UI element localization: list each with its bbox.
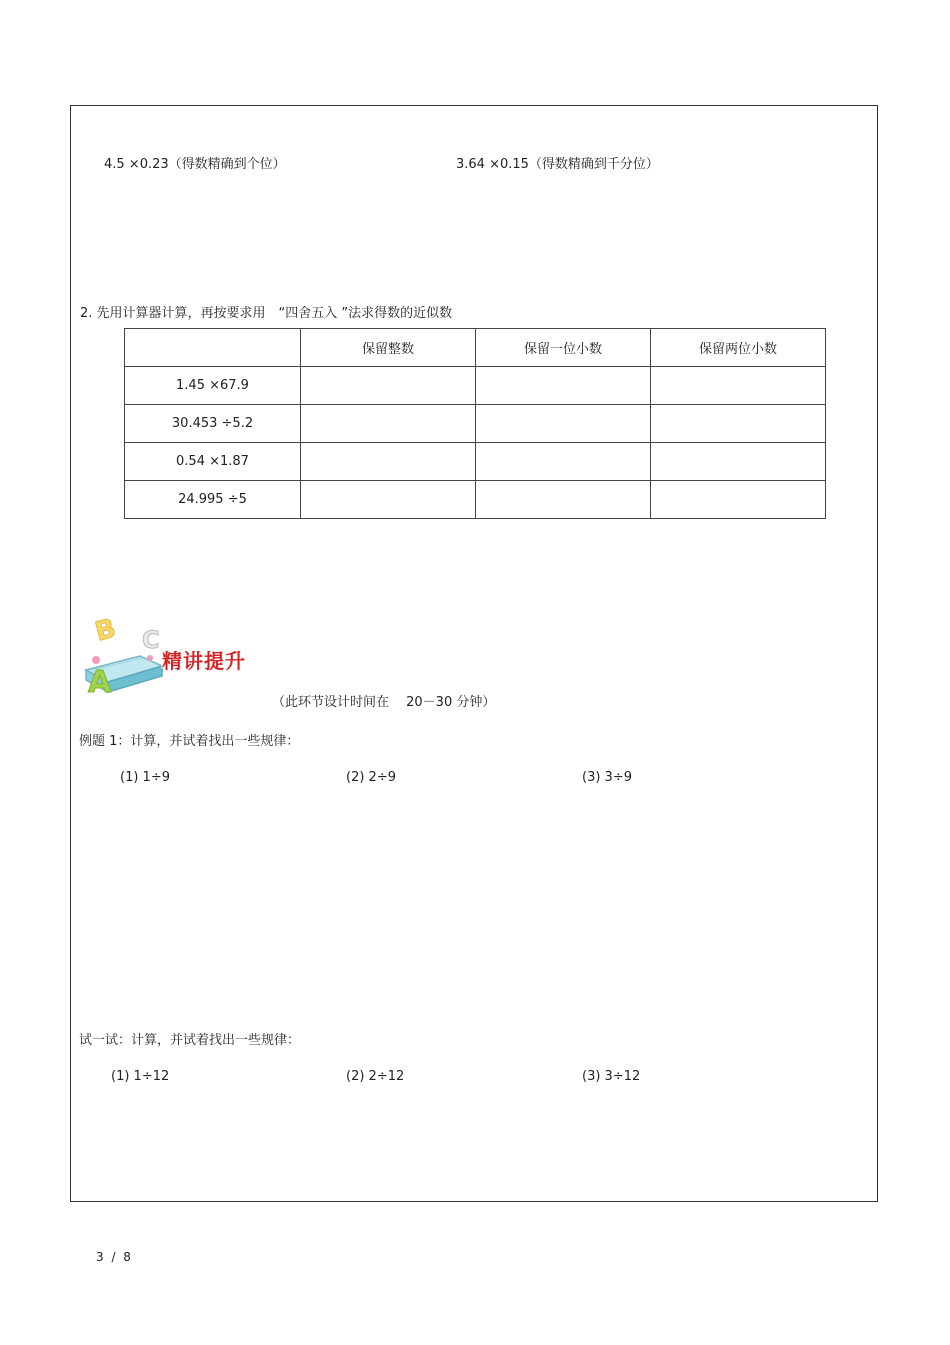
- tryit-title: 试一试：计算，并试着找出一些规律：: [79, 1033, 301, 1048]
- letter-c-glyph: C: [142, 626, 160, 654]
- table-cell-answer[interactable]: [476, 481, 651, 519]
- table-cell-answer[interactable]: [301, 367, 476, 405]
- table-header-cell: 保留一位小数: [476, 329, 651, 367]
- table-cell-answer[interactable]: [301, 405, 476, 443]
- table-header-row: [125, 329, 826, 367]
- example1-item: (2) 2÷9: [346, 770, 396, 785]
- tryit-item: (2) 2÷12: [346, 1069, 405, 1084]
- table-cell-answer[interactable]: [301, 443, 476, 481]
- table-header-cell: 保留整数: [301, 329, 476, 367]
- table-cell-answer[interactable]: [476, 405, 651, 443]
- q1-right-problem: 3.64 ×0.15（得数精确到千分位）: [456, 157, 659, 172]
- table-row: [125, 405, 826, 443]
- approximation-table: [124, 328, 826, 519]
- letter-b-glyph: B: [92, 613, 119, 648]
- table-cell-expression: 1.45 ×67.9: [125, 367, 301, 405]
- table-cell-expression: 30.453 ÷5.2: [125, 405, 301, 443]
- table-cell-expression: 0.54 ×1.87: [125, 443, 301, 481]
- page-number: 3 / 8: [96, 1250, 133, 1264]
- tryit-item: (3) 3÷12: [582, 1069, 641, 1084]
- example1-item: (3) 3÷9: [582, 770, 632, 785]
- example1-item: (1) 1÷9: [120, 770, 170, 785]
- example1-title: 例题 1：计算，并试着找出一些规律：: [79, 734, 300, 749]
- table-cell-expression: 24.995 ÷5: [125, 481, 301, 519]
- section-badge-title: 精讲提升: [162, 649, 246, 673]
- q1-left-problem: 4.5 ×0.23（得数精确到个位）: [104, 157, 286, 172]
- table-row: [125, 367, 826, 405]
- time-note: （此环节设计时间在 20－30 分钟）: [272, 695, 496, 710]
- table-row: [125, 443, 826, 481]
- q2-prompt: 2. 先用计算器计算，再按要求用 “四舍五入 ”法求得数的近似数: [80, 306, 453, 321]
- table-cell-answer[interactable]: [651, 367, 826, 405]
- table-row: [125, 481, 826, 519]
- table-cell-answer[interactable]: [651, 481, 826, 519]
- letter-a-glyph: A: [88, 665, 112, 698]
- table-header-cell: 保留两位小数: [651, 329, 826, 367]
- table-cell-answer[interactable]: [651, 443, 826, 481]
- table-header-cell: [125, 329, 301, 367]
- tryit-item: (1) 1÷12: [111, 1069, 170, 1084]
- table-cell-answer[interactable]: [476, 367, 651, 405]
- table-cell-answer[interactable]: [476, 443, 651, 481]
- table-cell-answer[interactable]: [301, 481, 476, 519]
- table-cell-answer[interactable]: [651, 405, 826, 443]
